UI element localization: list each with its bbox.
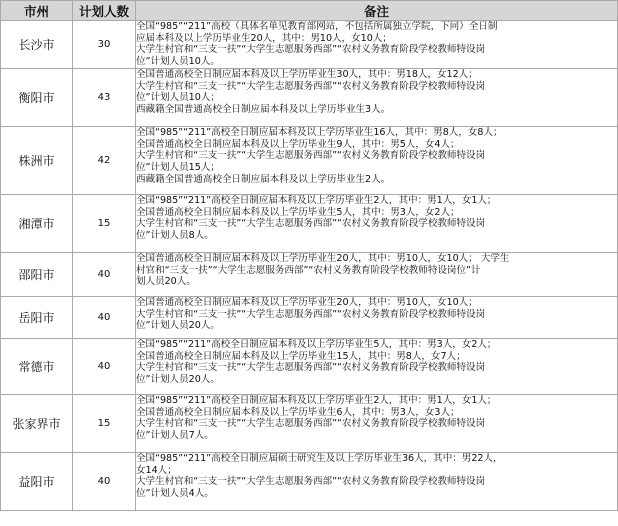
note-line: 大学生村官和“三支一扶”“大学生志愿服务西部”“农村义务教育阶段学校教师特设岗: [136, 218, 486, 230]
planned-count-cell: 42: [73, 127, 136, 195]
note-line: 大学生村官和“三支一扶”“大学生志愿服务西部”“农村义务教育阶段学校教师特设岗: [136, 44, 486, 56]
note-line: 大学生村官和“三支一扶”“大学生志愿服务西部”“农村义务教育阶段学校教师特设岗: [136, 418, 486, 430]
table-row: [1, 127, 618, 195]
note-line: 全国普通高校全日制应届本科及以上学历毕业生20人，其中：男10人，女10人； 大学生: [136, 253, 510, 264]
note-line: 大学生村官和“三支一扶”“大学生志愿服务西部”“农村义务教育阶段学校教师特设岗: [136, 150, 486, 162]
planned-count-cell: 15: [73, 395, 136, 453]
note-line: 全国“985”“211”高校全日制应届本科及以上学历毕业生2人，其中：男1人，女1人；: [136, 395, 497, 406]
note-line: 全国普通高校全日制应届本科及以上学历毕业生30人，其中：男18人，女12人；: [136, 69, 478, 80]
note-line: 全国“985”“211”高校全日制应届本科及以上学历毕业生5人，其中：男3人，女2人；: [136, 339, 497, 350]
table-row: [1, 395, 618, 453]
table-row: [1, 297, 618, 339]
city-cell: 张家界市: [1, 395, 73, 453]
city-cell: 湘潭市: [1, 195, 73, 253]
note-line: 位”计划人员20人。: [136, 374, 220, 386]
note-line: 划人员20人。: [136, 276, 196, 288]
note-line: 西藏籍全国普通高校全日制应届本科及以上学历毕业生2人。: [136, 173, 391, 185]
notes-cell: [136, 253, 618, 297]
note-line: 位”计划人员8人。: [136, 230, 214, 242]
note-line: 全国普通高校全日制应届本科及以上学历毕业生15人，其中：男8人，女7人；: [136, 350, 466, 362]
note-line: 全国普通高校全日制应届本科及以上学历毕业生5人，其中：男3人，女2人；: [136, 206, 460, 218]
city-cell: 常德市: [1, 339, 73, 395]
city-cell: 株洲市: [1, 127, 73, 195]
planned-count-cell: 30: [73, 21, 136, 69]
note-line: 全国普通高校全日制应届本科及以上学历毕业生9人，其中：男5人，女4人；: [136, 138, 460, 150]
notes-cell: [136, 453, 618, 511]
note-line: 西藏籍全国普通高校全日制应届本科及以上学历毕业生3人。: [136, 104, 391, 116]
note-line: 全国普通高校全日制应届本科及以上学历毕业生6人，其中：男3人，女3人；: [136, 406, 460, 418]
city-cell: 长沙市: [1, 21, 73, 69]
city-cell: 岳阳市: [1, 297, 73, 339]
note-line: 全国“985”“211”高校全日制应届硕士研究生及以上学历毕业生36人，其中：男22人，: [136, 453, 503, 464]
table-row: [1, 69, 618, 127]
note-line: 位”计划人员15人；: [136, 162, 220, 174]
note-line: 全国“985”“211”高校全日制应届本科及以上学历毕业生16人，其中：男8人，女8人；: [136, 127, 503, 138]
note-line: 全国“985”“211”高校（具体名单见教育部网站，不包括所属独立学院，下同）全日制: [136, 21, 498, 32]
notes-cell: [136, 21, 618, 69]
notes-cell: [136, 395, 618, 453]
table-row: [1, 453, 618, 511]
header-row: [1, 1, 618, 21]
note-line: 位”计划人员10人；: [136, 92, 220, 104]
planned-count-cell: 40: [73, 453, 136, 511]
notes-cell: [136, 297, 618, 339]
notes-cell: [136, 339, 618, 395]
planned-count-cell: 40: [73, 339, 136, 395]
note-line: 位”计划人员4人。: [136, 488, 214, 500]
note-line: 全国普通高校全日制应届本科及以上学历毕业生20人，其中：男10人，女10人；: [136, 297, 478, 308]
note-line: 应届本科及以上学历毕业生20人，其中：男10人，女10人；: [136, 32, 392, 44]
note-line: 全国“985”“211”高校全日制应届本科及以上学历毕业生2人，其中：男1人，女1人；: [136, 195, 497, 206]
note-line: 大学生村官和“三支一扶”“大学生志愿服务西部”“农村义务教育阶段学校教师特设岗: [136, 308, 486, 320]
table-row: [1, 21, 618, 69]
note-line: 大学生村官和“三支一扶”“大学生志愿服务西部”“农村义务教育阶段学校教师特设岗: [136, 80, 486, 92]
note-line: 位”计划人员10人。: [136, 56, 220, 68]
table-row: [1, 253, 618, 297]
city-cell: 邵阳市: [1, 253, 73, 297]
city-cell: 衡阳市: [1, 69, 73, 127]
planned-count-cell: 40: [73, 253, 136, 297]
note-line: 女14人；: [136, 464, 177, 476]
note-line: 村官和“三支一扶”“大学生志愿服务西部”“农村义务教育阶段学校教师特设岗位”计: [136, 264, 481, 276]
note-line: 位”计划人员7人。: [136, 430, 214, 442]
planned-count-cell: 15: [73, 195, 136, 253]
notes-cell: [136, 127, 618, 195]
notes-cell: [136, 69, 618, 127]
table-row: [1, 339, 618, 395]
header-planned-count: 计划人数: [73, 1, 136, 21]
notes-cell: [136, 195, 618, 253]
table-row: [1, 195, 618, 253]
city-cell: 益阳市: [1, 453, 73, 511]
header-city: 市州: [1, 1, 73, 21]
planned-count-cell: 43: [73, 69, 136, 127]
note-line: 位”计划人员20人。: [136, 320, 220, 332]
note-line: 大学生村官和“三支一扶”“大学生志愿服务西部”“农村义务教育阶段学校教师特设岗: [136, 362, 486, 374]
header-notes: 备注: [136, 1, 618, 21]
planned-count-cell: 40: [73, 297, 136, 339]
note-line: 大学生村官和“三支一扶”“大学生志愿服务西部”“农村义务教育阶段学校教师特设岗: [136, 476, 486, 488]
